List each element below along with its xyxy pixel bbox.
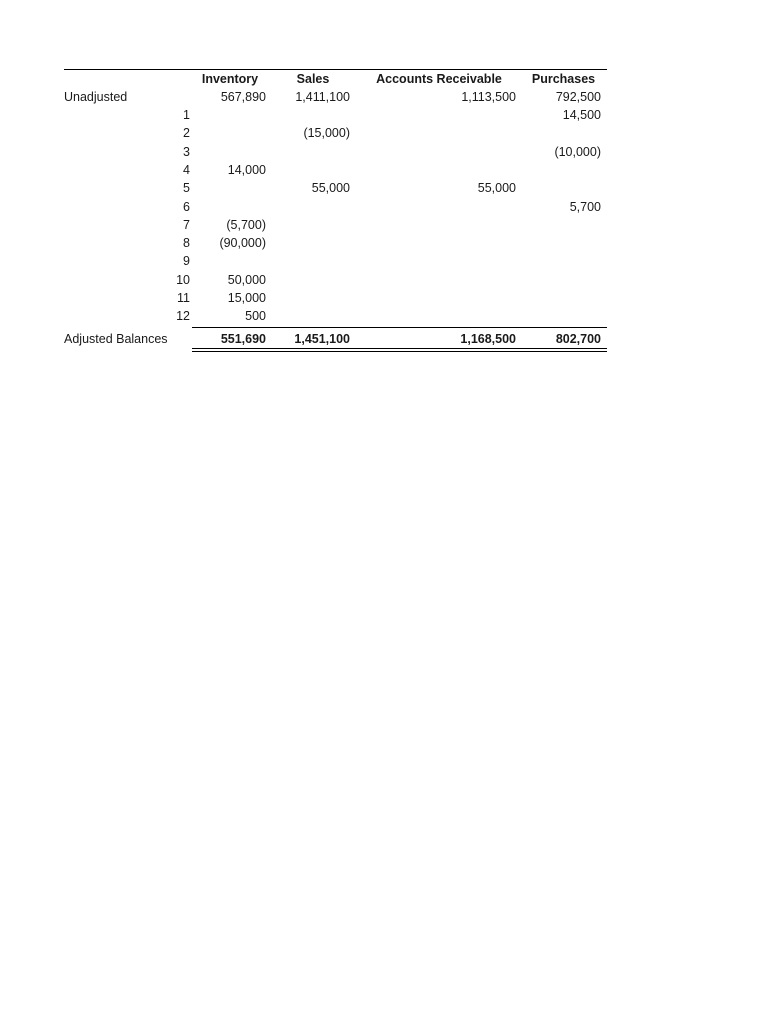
- header-purchases: Purchases: [531, 72, 596, 86]
- inventory-cell: [192, 143, 266, 161]
- accounts-receivable-cell: [360, 216, 516, 234]
- adjustment-row: [64, 179, 607, 197]
- adjustment-number: 10: [176, 272, 190, 287]
- accounts-receivable-cell: [360, 252, 516, 270]
- purchases-total: 802,700: [555, 332, 601, 346]
- inventory-cell: 14,000: [227, 162, 266, 177]
- adjustment-row: [64, 124, 607, 142]
- sales-cell: 55,000: [311, 181, 350, 196]
- adjustment-row: [64, 271, 607, 289]
- accounts-receivable-cell: 55,000: [477, 181, 516, 196]
- adjustment-number: 1: [183, 108, 190, 122]
- sales-cell: [276, 252, 350, 270]
- adjustment-number: 11: [177, 291, 190, 305]
- sales-cell: [276, 271, 350, 289]
- sales-cell: [276, 307, 350, 325]
- unadjusted-row: [64, 88, 607, 106]
- header-row: [64, 70, 607, 88]
- purchases-cell: [524, 271, 601, 289]
- purchases-cell: [524, 252, 601, 270]
- inventory-cell: [192, 252, 266, 270]
- adjustment-number: 5: [183, 181, 190, 196]
- sales-cell: [276, 161, 350, 179]
- header-accounts-receivable: Accounts Receivable: [376, 72, 502, 86]
- total-rule: [192, 327, 607, 328]
- purchases-cell: [524, 216, 601, 234]
- purchases-cell: [524, 161, 601, 179]
- inventory-cell: 15,000: [227, 291, 266, 305]
- adjustment-row: [64, 198, 607, 216]
- sales-total: 1,451,100: [294, 332, 350, 346]
- adjustment-number: 12: [176, 309, 190, 324]
- accounts-receivable-cell: [360, 234, 516, 252]
- adjusted-balances-row: [64, 330, 607, 348]
- adjustment-row: [64, 161, 607, 179]
- adjustment-number: 4: [183, 162, 190, 177]
- accounts-receivable-cell: [360, 161, 516, 179]
- adjustment-row: [64, 143, 607, 161]
- inventory-cell: (5,700): [226, 217, 266, 232]
- inventory-cell: [192, 106, 266, 124]
- accounts-receivable-cell: [360, 271, 516, 289]
- inventory-cell: 50,000: [227, 272, 266, 287]
- adjustment-row: [64, 234, 607, 252]
- accounts-receivable-cell: [360, 106, 516, 124]
- adjustment-number: 6: [183, 199, 190, 214]
- adjustment-row: [64, 106, 607, 124]
- purchases-cell: [524, 234, 601, 252]
- accounts-receivable-cell: [360, 124, 516, 142]
- purchases-cell: 14,500: [562, 108, 601, 122]
- accounts-receivable-cell: 1,113,500: [461, 90, 516, 104]
- adjustment-number: 2: [183, 126, 190, 141]
- sales-cell: [276, 143, 350, 161]
- purchases-cell: [524, 124, 601, 142]
- inventory-cell: 500: [245, 309, 266, 324]
- inventory-cell: (90,000): [219, 236, 266, 251]
- adjustment-number: 9: [183, 254, 190, 269]
- purchases-cell: [524, 307, 601, 325]
- purchases-cell: [524, 179, 601, 197]
- sales-cell: (15,000): [303, 126, 350, 141]
- adjustment-number: 8: [183, 236, 190, 251]
- inventory-cell: [192, 124, 266, 142]
- row-label: Adjusted Balances: [64, 332, 168, 346]
- sales-cell: [276, 216, 350, 234]
- accounts-receivable-cell: [360, 307, 516, 325]
- inventory-cell: [192, 198, 266, 216]
- adjustment-number: 7: [183, 217, 190, 232]
- header-inventory: Inventory: [201, 72, 259, 86]
- inventory-cell: [192, 179, 266, 197]
- accounts-receivable-total: 1,168,500: [460, 332, 516, 346]
- adjustment-row: [64, 252, 607, 270]
- purchases-cell: [524, 289, 601, 307]
- adjustment-row: [64, 307, 607, 325]
- purchases-cell: 792,500: [555, 90, 601, 104]
- accounts-receivable-cell: [360, 289, 516, 307]
- accounts-receivable-cell: [360, 198, 516, 216]
- sales-cell: 1,411,100: [295, 90, 350, 104]
- accounts-receivable-cell: [360, 143, 516, 161]
- purchases-cell: 5,700: [569, 199, 601, 214]
- sales-cell: [276, 106, 350, 124]
- row-label: Unadjusted: [64, 90, 128, 104]
- adjustment-row: [64, 289, 607, 307]
- sales-cell: [276, 234, 350, 252]
- adjustment-number: 3: [183, 144, 190, 159]
- inventory-total: 551,690: [220, 332, 266, 346]
- adjustment-row: [64, 216, 607, 234]
- sales-cell: [276, 198, 350, 216]
- purchases-cell: (10,000): [554, 144, 601, 159]
- sales-cell: [276, 289, 350, 307]
- double-underline: [192, 348, 607, 352]
- header-sales: Sales: [296, 72, 330, 86]
- inventory-cell: 567,890: [220, 90, 266, 104]
